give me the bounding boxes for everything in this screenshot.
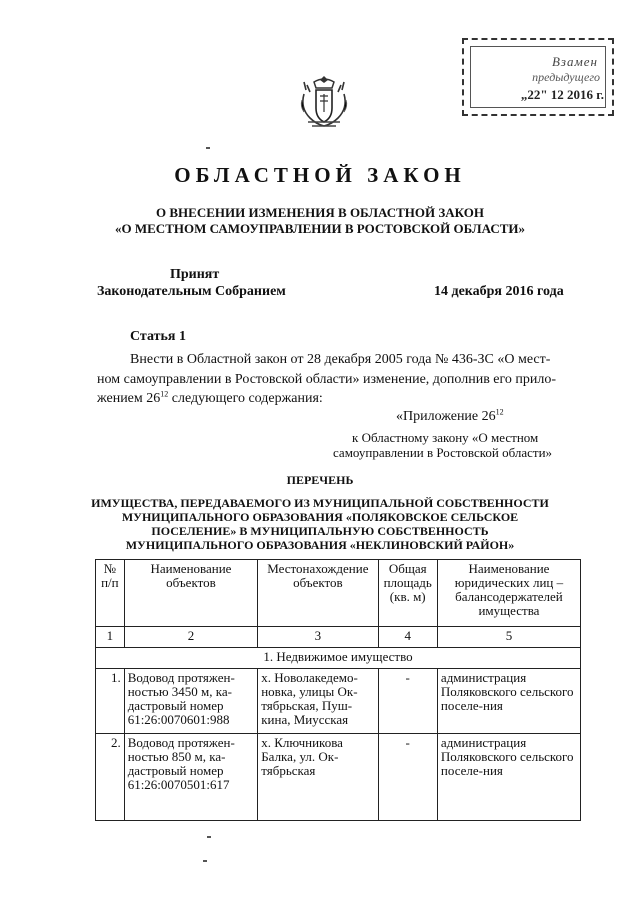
header-area: Общая площадь (кв. м) [378, 560, 437, 627]
stamp [462, 38, 614, 116]
coat-of-arms-icon [296, 70, 352, 134]
row-object-name: Водовод протяжен-ностью 850 м, ка-дастровый номер 61:26:0070501:617 [124, 734, 258, 821]
row-balance-holder: администрация Поляковского сельского поселе-ния [437, 669, 580, 734]
article-text-line-2: ном самоуправлении в Ростовской области» изменение, дополнив его прило- [97, 372, 557, 387]
scan-speck [206, 147, 210, 149]
column-number-2: 2 [124, 627, 258, 648]
column-number-5: 5 [437, 627, 580, 648]
article-text-line-3 [97, 391, 323, 407]
table-column-numbers-row [96, 627, 581, 648]
appendix-caption-line-1 [396, 409, 504, 425]
document-title: ОБЛАСТНОЙ ЗАКОН [174, 163, 466, 187]
stamp-line-1: Взамен [551, 54, 598, 69]
row-balance-holder: администрация Поляковского сельского поселе-ния [437, 734, 580, 821]
list-title: ПЕРЕЧЕНЬ [286, 473, 354, 487]
table-row [96, 734, 581, 821]
row-location: х. Ключникова Балка, ул. Ок-тябрьская [258, 734, 378, 821]
article-text-superscript: 12 [160, 389, 169, 399]
list-heading-line-1: ИМУЩЕСТВА, ПЕРЕДАВАЕМОГО ИЗ МУНИЦИПАЛЬНОЙ СОБСТВЕННОСТИ [91, 496, 549, 510]
row-number: 1. [96, 669, 125, 734]
table-row [96, 669, 581, 734]
column-number-3: 3 [258, 627, 378, 648]
header-location: Местонахождение объектов [258, 560, 378, 627]
property-table [95, 559, 581, 821]
row-number: 2. [96, 734, 125, 821]
column-number-1: 1 [96, 627, 125, 648]
scan-speck [203, 860, 207, 862]
header-object-name: Наименование объектов [124, 560, 258, 627]
list-heading-line-3: ПОСЕЛЕНИЕ» В МУНИЦИПАЛЬНУЮ СОБСТВЕННОСТЬ [151, 524, 489, 538]
appendix-caption-line-2: к Областному закону «О местном [352, 430, 539, 445]
row-area: - [378, 669, 437, 734]
scan-speck [207, 836, 211, 838]
document-subtitle-line-2: «О МЕСТНОМ САМОУПРАВЛЕНИИ В РОСТОВСКОЙ ОБЛАСТИ» [115, 221, 525, 236]
appendix-caption-text: «Приложение 26 [396, 409, 496, 424]
appendix-caption-superscript: 12 [495, 407, 504, 417]
article-text-line-3-pre: жением 26 [97, 391, 161, 406]
document-subtitle-line-1: О ВНЕСЕНИИ ИЗМЕНЕНИЯ В ОБЛАСТНОЙ ЗАКОН [156, 205, 484, 220]
header-balance-holder: Наименование юридических лиц – балансодержателей имущества [437, 560, 580, 627]
table-section-row [96, 648, 581, 669]
article-text-line-3-post: следующего содержания: [168, 391, 323, 406]
table-header-row [96, 560, 581, 627]
stamp-date: „22" 12 2016 г. [520, 87, 604, 102]
stamp-line-2: предыдущего [532, 70, 600, 84]
header-number: № п/п [96, 560, 125, 627]
appendix-caption-line-3: самоуправлении в Ростовской области» [333, 445, 553, 460]
adoption-date: 14 декабря 2016 года [434, 284, 564, 299]
article-title: Статья 1 [130, 329, 186, 344]
section-title: 1. Недвижимое имущество [96, 648, 581, 669]
list-heading-line-2: МУНИЦИПАЛЬНОГО ОБРАЗОВАНИЯ «ПОЛЯКОВСКОЕ СЕЛЬСКОЕ [121, 510, 519, 524]
adopted-by: Законодательным Собранием [97, 284, 286, 299]
list-heading-line-4: МУНИЦИПАЛЬНОГО ОБРАЗОВАНИЯ «НЕКЛИНОВСКИЙ РАЙОН» [125, 538, 515, 552]
adopted-label: Принят [170, 267, 220, 282]
article-text-line-1: Внести в Областной закон от 28 декабря 2005 года № 436-ЗС «О мест- [130, 352, 551, 367]
row-object-name: Водовод протяжен-ностью 3450 м, ка-дастровый номер 61:26:0070601:988 [124, 669, 258, 734]
column-number-4: 4 [378, 627, 437, 648]
row-location: х. Новолакедемо-новка, улицы Ок-тябрьская, Пуш-кина, Миусская [258, 669, 378, 734]
row-area: - [378, 734, 437, 821]
